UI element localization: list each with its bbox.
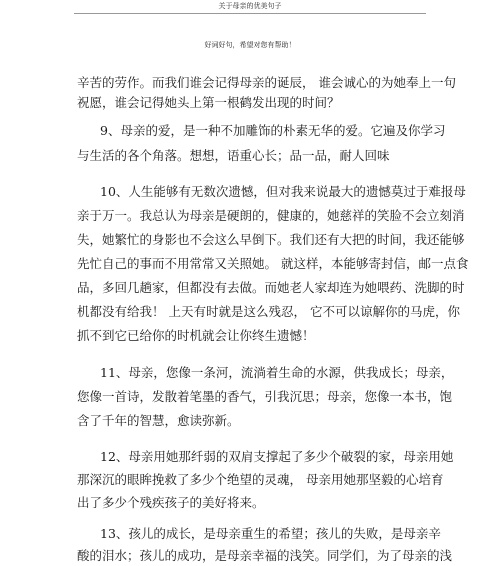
paragraph-line: 出了多少个残疾孩子的美好将来。 bbox=[77, 495, 265, 510]
header-divider bbox=[74, 13, 426, 14]
paragraph-line: 失，她繁忙的身影也不会这么早倒下。我们还有大把的时间，我还能够 bbox=[77, 232, 465, 247]
page-header-title: 关于母亲的优美句子 bbox=[218, 2, 282, 10]
paragraph-line: 机都没有给我！ 上天有时就是这么残忍， 它不可以谅解你的马虎，你 bbox=[77, 304, 460, 319]
paragraph-line: 祝愿，谁会记得她头上第一根鹤发出现的时间？ bbox=[77, 95, 340, 110]
paragraph-line: 10、人生能够有无数次遗憾，但对我来说最大的遗憾莫过于难报母 bbox=[100, 184, 466, 199]
intro-line: 好词好句，希望对您有帮助！ bbox=[204, 41, 296, 49]
paragraph-line: 辛苦的劳作。而我们谁会记得母亲的诞辰， 谁会诚心的为她奉上一句 bbox=[77, 75, 456, 90]
paragraph-line: 您像一首诗，发散着笔墨的香气，引我沉思；母亲，您像一本书，饱 bbox=[77, 389, 453, 404]
paragraph-line: 品，多回几趟家，但都没有去做。而她老人家却连为她喂药、洗脚的时 bbox=[77, 280, 465, 295]
paragraph-line: 含了千年的智慧，愈读弥新。 bbox=[77, 413, 240, 428]
paragraph-line: 那深沉的眼眸挽救了多少个绝望的灵魂， 母亲用她那坚毅的心培育 bbox=[77, 472, 444, 487]
paragraph-line: 与生活的各个角落。想想，语重心长；品一品，耐人回味 bbox=[77, 148, 390, 163]
paragraph-line: 13、孩儿的成长，是母亲重生的希望；孩儿的失败，是母亲辛 bbox=[100, 526, 441, 541]
paragraph-line: 酸的泪水；孩儿的成功，是母亲幸福的浅笑。同学们，为了母亲的浅 bbox=[77, 548, 453, 563]
paragraph-line: 9、母亲的爱，是一种不加雕饰的朴素无华的爱。它遍及你学习 bbox=[100, 123, 446, 138]
paragraph-line: 12、母亲用她那纤弱的双肩支撑起了多少个破裂的家，母亲用她 bbox=[100, 449, 454, 464]
paragraph-line: 先忙自己的事而不用常常又关照她。 就这样，本能够寄封信，邮一点食 bbox=[77, 256, 469, 271]
paragraph-line: 抓不到它已给你的时机就会让你终生遗憾！ bbox=[77, 328, 315, 343]
paragraph-line: 11、母亲，您像一条河，流淌着生命的水源，供我成长；母亲， bbox=[100, 365, 454, 380]
paragraph-line: 亲于万一。我总认为母亲是硬朗的，健康的，她慈祥的笑脸不会立刻消 bbox=[77, 208, 465, 223]
